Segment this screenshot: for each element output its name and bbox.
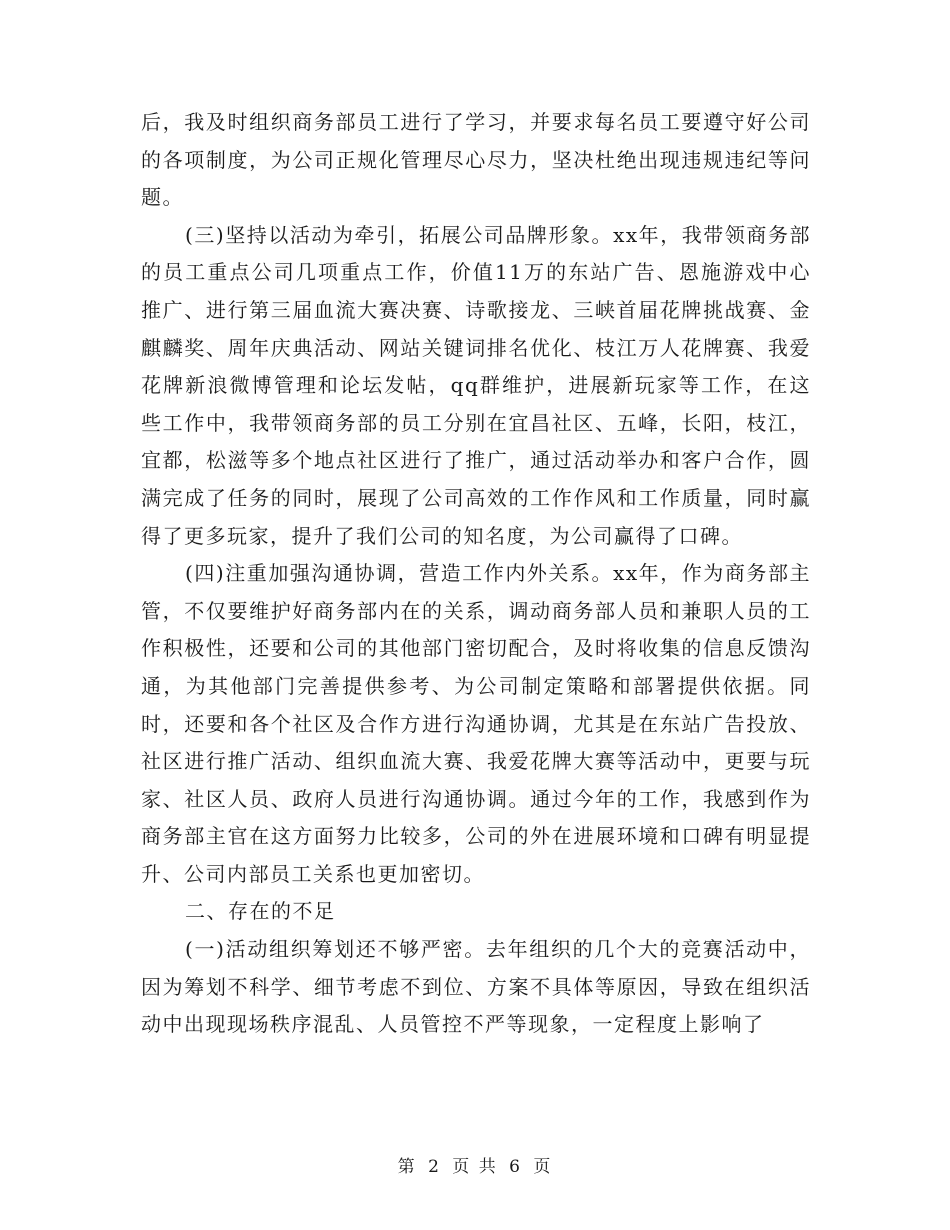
footer-total-pages: 6 bbox=[509, 1157, 522, 1177]
page-footer bbox=[0, 1152, 950, 1177]
heading-shortcomings: 二、存在的不足 bbox=[185, 899, 336, 924]
paragraph-continuation: 后，我及时组织商务部员工进行了学习，并要求每名员工要遵守好公司的各项制度，为公司正规化管理尽心尽力，坚决杜绝出现违规违纪等问题。 bbox=[141, 110, 811, 210]
paragraph-shortcoming-one: (一)活动组织筹划还不够严密。去年组织的几个大的竞赛活动中，因为筹划不科学、细节考虑不到位、方案不具体等原因，导致在组织活动中出现现场秩序混乱、人员管控不严等现象，一定程度上影响了 bbox=[141, 937, 811, 1037]
paragraph-section-three: (三)坚持以活动为牵引，拓展公司品牌形象。xx年，我带领商务部的员工重点公司几项重点工作，价值11万的东站广告、恩施游戏中心推广、进行第三届血流大赛决赛、诗歌接龙、三峡首届花牌挑战赛、金麒麟奖、周年庆典活动、网站关键词排名优化、枝江万人花牌赛、我爱花牌新浪微博管理和论坛发帖，qq群维护，进展新玩家等工作，在这些工作中，我带领商务部的员工分别在宜昌社区、五峰，长阳，枝江，宜都，松滋等多个地点社区进行了推广，通过活动举办和客户合作，圆满完成了任务的同时，展现了公司高效的工作作风和工作质量，同时赢得了更多玩家，提升了我们公司的知名度，为公司赢得了口碑。 bbox=[141, 222, 811, 548]
footer-suffix: 页 bbox=[533, 1157, 553, 1177]
document-body bbox=[141, 104, 811, 1044]
footer-middle: 页 共 bbox=[452, 1157, 498, 1177]
footer-current-page: 2 bbox=[428, 1157, 441, 1177]
footer-prefix: 第 bbox=[397, 1157, 417, 1177]
paragraph-section-four: (四)注重加强沟通协调，营造工作内外关系。xx年，作为商务部主管，不仅要维护好商务部内在的关系，调动商务部人员和兼职人员的工作积极性，还要和公司的其他部门密切配合，及时将收集的信息反馈沟通，为其他部门完善提供参考、为公司制定策略和部署提供依据。同时，还要和各个社区及合作方进行沟通协调，尤其是在东站广告投放、社区进行推广活动、组织血流大赛、我爱花牌大赛等活动中，更要与玩家、社区人员、政府人员进行沟通协调。通过今年的工作，我感到作为商务部主官在这方面努力比较多，公司的外在进展环境和口碑有明显提升、公司内部员工关系也更加密切。 bbox=[141, 561, 811, 886]
